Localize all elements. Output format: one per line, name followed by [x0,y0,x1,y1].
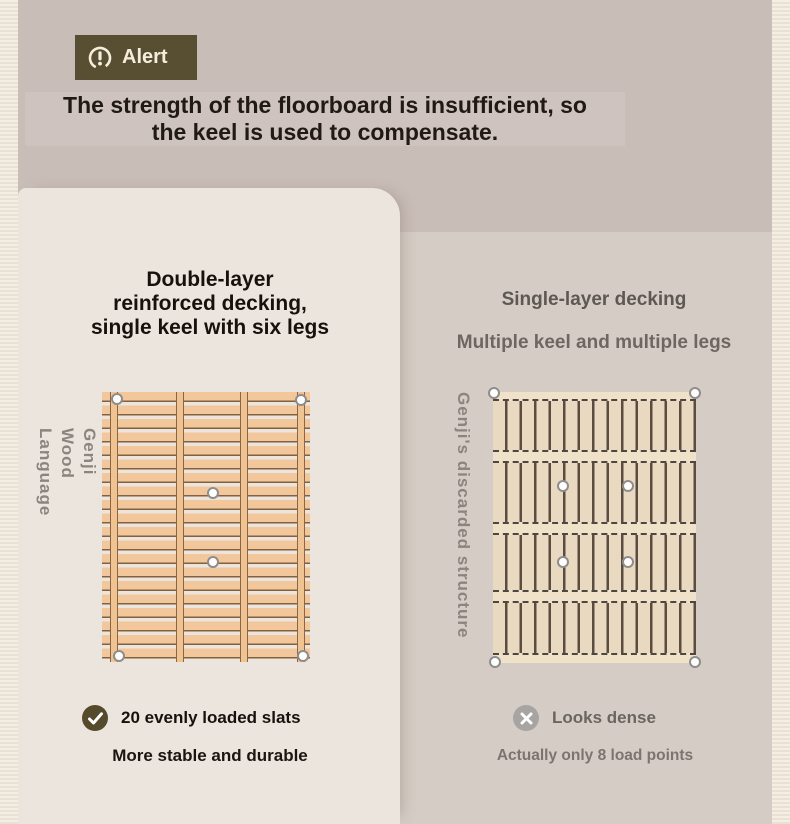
alert-label: Alert [122,46,168,68]
page-heading [25,92,625,146]
left-caption: More stable and durable [112,746,308,765]
load-point [557,480,569,492]
keel-band [493,522,696,535]
right-result-label: Looks dense [552,708,656,727]
left-result-row [82,705,301,731]
left-title-line-1: Double-layer [146,268,274,291]
left-panel-title [60,268,360,340]
keel-rail [110,392,118,662]
keel-band [493,392,696,401]
load-point [689,656,701,668]
keel-rail [297,392,305,662]
heading-line-2: the keel is used to compensate. [25,119,625,146]
left-title-line-2: reinforced decking, [113,292,307,315]
left-deck-diagram [102,392,310,662]
left-result-label: 20 evenly loaded slats [121,708,301,727]
leg-point [207,487,219,499]
right-result-row [513,705,656,731]
leg-point [111,393,123,405]
right-caption: Actually only 8 load points [496,747,694,764]
left-watermark: Genji Wood Language [36,428,99,517]
load-point [622,556,634,568]
right-wallpaper-strip [772,0,790,824]
load-point [689,387,701,399]
alert-icon [87,45,113,71]
right-deck-diagram [493,392,696,663]
left-wallpaper-strip [0,0,18,824]
keel-rail [240,392,248,662]
cross-icon [513,705,539,731]
right-watermark: Genji's discarded structure [454,392,473,639]
right-panel-title: Single-layer decking [501,289,687,310]
keel-band [493,653,696,663]
check-icon [82,705,108,731]
heading-line-1: The strength of the floorboard is insufficient, so [25,92,625,119]
keel-band [493,450,696,463]
load-point [489,656,501,668]
leg-point [295,394,307,406]
right-panel-subtitle: Multiple keel and multiple legs [456,332,732,353]
load-point [488,387,500,399]
load-point [622,480,634,492]
load-point [557,556,569,568]
leg-point [297,650,309,662]
leg-point [113,650,125,662]
alert-badge [75,35,197,80]
leg-point [207,556,219,568]
left-title-line-3: single keel with six legs [90,316,330,339]
keel-rail [176,392,184,662]
keel-band [493,590,696,603]
